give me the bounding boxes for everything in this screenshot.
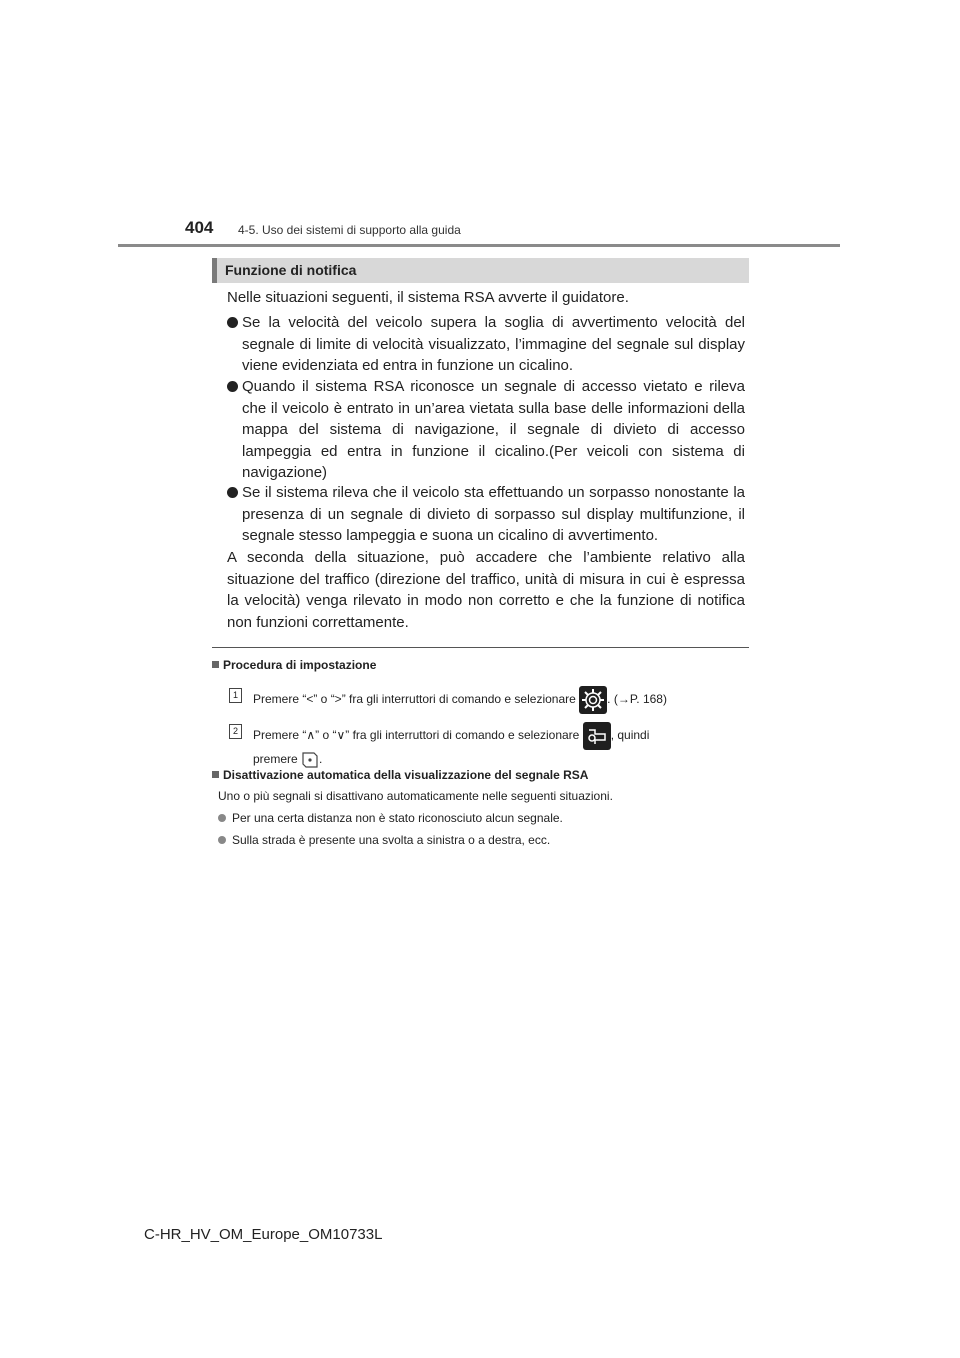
auto-off-heading-text: Disattivazione automatica della visualizzazione del segnale RSA xyxy=(223,768,589,782)
section-accent xyxy=(212,258,217,283)
step-1 xyxy=(229,686,746,714)
step-text: Premere “<” o “>” fra gli interruttori di comando e selezionare xyxy=(253,692,576,707)
procedure-heading xyxy=(212,658,376,672)
header-rule xyxy=(118,244,840,247)
section-title-bar xyxy=(212,258,749,283)
step-text-after: . (→P. 168) xyxy=(607,692,667,707)
bullet-text: Se il sistema rileva che il veicolo sta effettuando un sorpasso nonostante la presenza di un segnale di divieto di sorpasso sul display multifunzione, il segnale stesso lampeggia e suona un cicalino di avvertimento. xyxy=(242,484,745,544)
settings-gear-icon xyxy=(579,686,607,714)
bullet-item xyxy=(227,312,745,377)
bullet-text: Se la velocità del veicolo supera la soglia di avvertimento velocità del segnale di limite di velocità visualizzato, l’immagine del segnale sul display viene evidenziata ed entra in funzione un cicalino. xyxy=(242,314,745,374)
bullet-dot-icon xyxy=(227,317,238,328)
bullet-dot-icon xyxy=(218,836,226,844)
auto-off-bullet xyxy=(218,811,563,825)
rsa-sign-icon xyxy=(583,722,611,750)
page-number: 404 xyxy=(185,218,214,237)
step-number: 1 xyxy=(229,688,242,703)
intro-text: Nelle situazioni seguenti, il sistema RSA avverte il guidatore. xyxy=(227,289,629,306)
auto-off-text: Uno o più segnali si disattivano automaticamente nelle seguenti situazioni. xyxy=(218,789,613,803)
bullet-dot-icon xyxy=(227,487,238,498)
ok-button-icon xyxy=(301,751,319,769)
auto-off-bullet-text: Per una certa distanza non è stato riconosciuto alcun segnale. xyxy=(232,811,563,825)
chapter-title: 4-5. Uso dei sistemi di supporto alla guida xyxy=(238,223,461,237)
section-divider xyxy=(212,647,749,648)
procedure-heading-text: Procedura di impostazione xyxy=(223,658,377,672)
bullet-dot-icon xyxy=(218,814,226,822)
bullet-text: Quando il sistema RSA riconosce un segnale di accesso vietato e rileva che il veicolo è entrato in un’area vietata sulla base delle informazioni della mappa del sistema di navigazione, il segnale di divieto di accesso lampeggia ed entra in funzione il cicalino.(Per veicoli con sistema di navigazione) xyxy=(242,378,745,481)
bullet-item xyxy=(227,482,745,547)
auto-off-bullet-text: Sulla strada è presente una svolta a sinistra o a destra, ecc. xyxy=(232,833,551,847)
body-paragraph: A seconda della situazione, può accadere che l’ambiente relativo alla situazione del traffico (direzione del traffico, unità di misura in cui è espressa la velocità) venga rilevato in modo non corretto e che la funzione di notifica non funzioni correttamente. xyxy=(227,549,745,631)
step-text-tail: . xyxy=(319,752,323,766)
bullet-dot-icon xyxy=(227,381,238,392)
auto-off-bullet xyxy=(218,833,550,847)
step-2 xyxy=(229,722,746,769)
step-text-end: premere xyxy=(253,752,298,766)
square-bullet-icon xyxy=(212,661,219,668)
step-text: Premere “∧” o “∨” fra gli interruttori di comando e selezionare xyxy=(253,728,580,743)
footer-code: C-HR_HV_OM_Europe_OM10733L xyxy=(144,1226,383,1243)
section-title: Funzione di notifica xyxy=(225,262,357,278)
auto-off-heading xyxy=(212,768,588,782)
step-text-mid: , quindi xyxy=(610,728,650,743)
bullet-item xyxy=(227,376,745,484)
square-bullet-icon xyxy=(212,771,219,778)
step-number: 2 xyxy=(229,724,242,739)
